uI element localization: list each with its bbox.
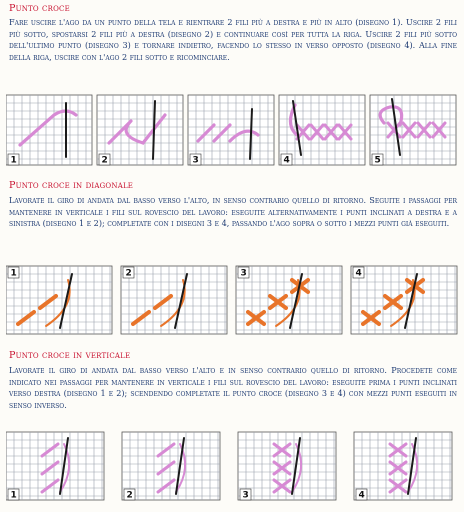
- panel-number: 2: [126, 490, 133, 501]
- panel-number: 4: [355, 268, 362, 279]
- section-3-illustrations: [6, 428, 458, 504]
- panel-number: 5: [374, 155, 381, 166]
- diagram-panel: [370, 95, 456, 166]
- panel-number: 4: [283, 155, 290, 166]
- section-1-illustrations: [6, 93, 458, 169]
- diagram-panel: [6, 95, 92, 166]
- diagram-panel: [121, 266, 227, 334]
- diagram-panel: [279, 95, 365, 166]
- diagonal-cross-stitch-diagrams: [6, 262, 458, 338]
- diagram-panel: [188, 95, 274, 166]
- panel-number: 1: [10, 490, 17, 501]
- section-2-illustrations: [6, 262, 458, 338]
- section-3-title: Punto croce in verticale: [9, 350, 131, 361]
- diagram-panel: [238, 432, 336, 501]
- panel-number: 3: [242, 490, 249, 501]
- diagram-panel: [354, 432, 452, 501]
- panel-number: 2: [125, 268, 132, 279]
- section-1-text: Fare uscire l'ago da un punto della tela e rientrare 2 fili più a destra e più in alto (disegno 1). Uscire 2 fili più sotto, spostarsi 2 fili più a destra (disegno 2) e continuare così per tutta la riga. Uscire 2 fili più sotto dell'ultimo punto (disegno 3) e tornare indietro, facendo lo stesso in verso opposto (disegno 4). Alla fine della riga, uscire con l'ago 2 fili sotto e ricominciare.: [9, 17, 457, 63]
- panel-number: 4: [358, 490, 365, 501]
- diagram-panel: [97, 95, 183, 166]
- diagram-panel: [122, 432, 220, 501]
- section-2-text: Lavorate il giro di andata dal basso verso l'alto, in senso contrario quello di ritorno. Seguite i passaggi per mantenere in verticale i fili sul rovescio del lavoro: eseguite alternativamente i punti inclinati a destra e a sinistra (disegno 1 e 2); completate con i disegni 3 e 4, passando l'ago sopra o sotto i mezzi punti già eseguiti.: [9, 195, 457, 229]
- panel-number: 3: [192, 155, 199, 166]
- section-2-title: Punto croce in diagonale: [9, 180, 134, 191]
- cross-stitch-diagrams: [6, 93, 458, 169]
- section-3-text: Lavorate il giro di andata dal basso verso l'alto e in senso contrario quello di ritorno. Procedete come indicato nei passaggi per mantenere in verticale i fili sul rovescio del lavoro: eseguite prima i punti inclinati verso destra (disegno 1 e 2); scendendo completate il punto croce (disegno 3 e 4) con mezzi punti eseguiti in senso inverso.: [9, 365, 457, 411]
- diagram-panel: [351, 266, 457, 334]
- panel-number: 1: [10, 155, 17, 166]
- diagram-panel: [6, 266, 112, 334]
- panel-number: 2: [101, 155, 108, 166]
- diagram-panel: [6, 432, 104, 501]
- vertical-cross-stitch-diagrams: [6, 428, 458, 504]
- panel-number: 3: [240, 268, 247, 279]
- section-1-title: Punto croce: [9, 3, 70, 14]
- diagram-panel: [236, 266, 342, 334]
- panel-number: 1: [10, 268, 17, 279]
